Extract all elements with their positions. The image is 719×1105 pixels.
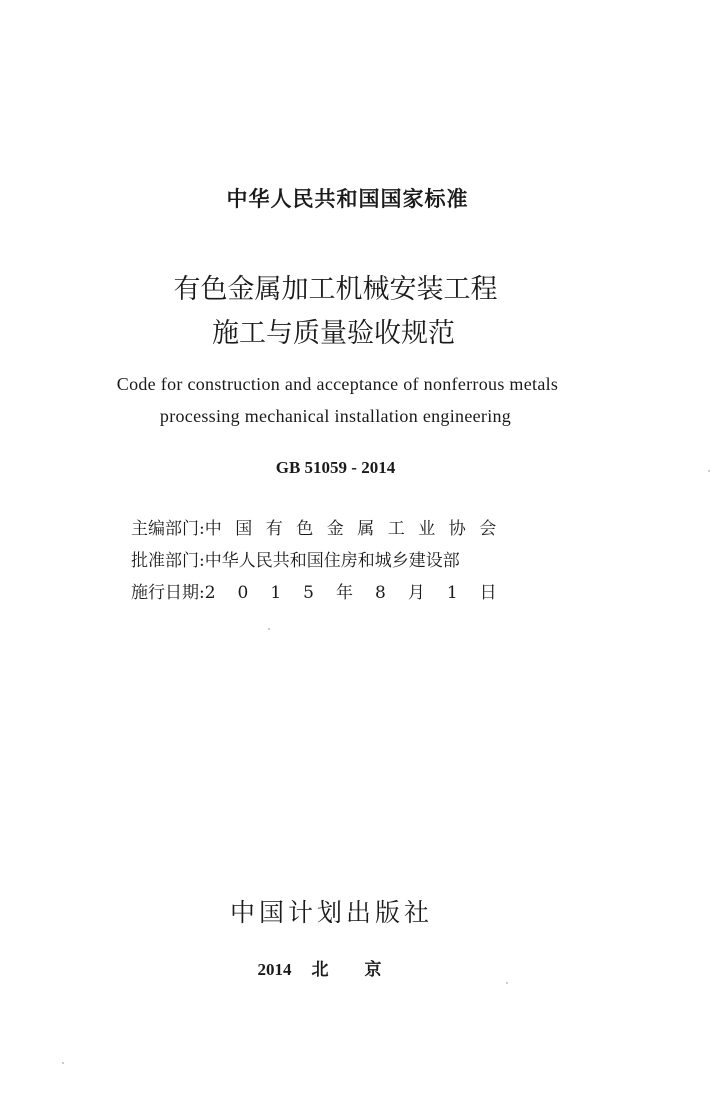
effective-date-value: 2015年8月1日 (204, 583, 519, 603)
standard-type-heading: 中华人民共和国国家标准 (226, 187, 469, 211)
editor-row (131, 514, 551, 539)
scan-speck (268, 628, 270, 630)
effective-date-row (131, 578, 551, 603)
title-zh-line-2: 施工与质量验收规范 (212, 318, 455, 349)
editor-value: 中国有色金属工业协会 (204, 519, 510, 539)
publication-year: 2014 (257, 960, 292, 979)
publication-city: 北京 (311, 960, 418, 980)
scan-speck (506, 982, 508, 984)
scan-speck (62, 1062, 64, 1064)
title-en-line-1: Code for construction and acceptance of nonferrous metals (116, 374, 559, 394)
approver-row (131, 546, 551, 571)
approver-value: 中华人民共和国住房和城乡建设部 (204, 551, 460, 571)
publication-place (0, 955, 697, 980)
title-zh-line-1: 有色金属加工机械安装工程 (173, 274, 498, 305)
title-en-line-2: processing mechanical installation engineering (159, 406, 512, 426)
standard-code: GB 51059 - 2014 (275, 458, 396, 477)
effective-date-label: 施行日期 (131, 583, 199, 603)
scan-speck (708, 470, 710, 472)
approver-separator: : (199, 551, 205, 571)
editor-separator: : (199, 519, 205, 539)
publisher-name: 中国计划出版社 (229, 898, 433, 927)
editor-label: 主编部门 (131, 519, 199, 539)
approver-label: 批准部门 (131, 551, 199, 571)
effective-date-separator: : (199, 583, 205, 603)
